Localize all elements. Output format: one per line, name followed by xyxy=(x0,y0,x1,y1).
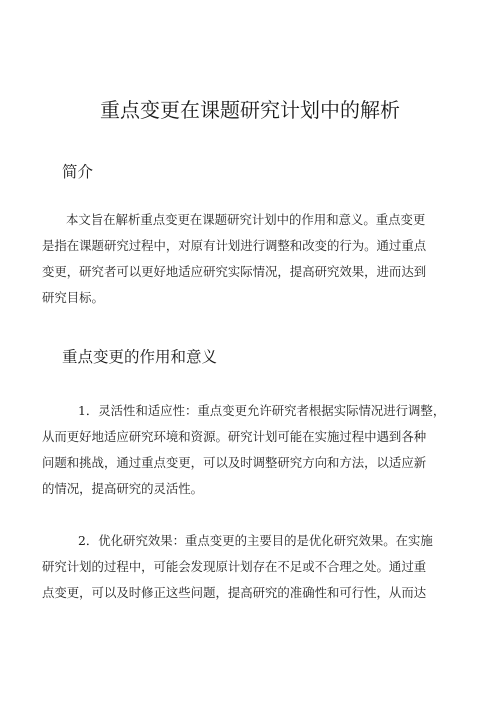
paragraph-line: 研究计划的过程中，可能会发现原计划存在不足或不合理之处。通过重 xyxy=(42,559,427,574)
paragraph-line: 的情况，提高研究的灵活性。 xyxy=(42,481,204,496)
paragraph-line: 1．灵活性和适应性：重点变更允许研究者根据实际情况进行调整， xyxy=(78,403,446,418)
point-2-paragraph xyxy=(42,528,458,606)
paragraph-line: 本文旨在解析重点变更在课题研究计划中的作用和意义。重点变更 xyxy=(66,212,426,227)
paragraph-line: 变更，研究者可以更好地适应研究实际情况，提高研究效果，进而达到 xyxy=(42,264,427,279)
paragraph-line: 从而更好地适应研究环境和资源。研究计划可能在实施过程中遇到各种 xyxy=(42,429,427,444)
paragraph-line: 研究目标。 xyxy=(42,290,104,305)
paragraph-line: 问题和挑战，通过重点变更，可以及时调整研究方向和方法，以适应新 xyxy=(42,455,427,470)
intro-paragraph xyxy=(42,207,458,311)
section-heading-intro: 简介 xyxy=(62,163,94,181)
paragraph-line: 是指在课题研究过程中，对原有计划进行调整和改变的行为。通过重点 xyxy=(42,238,427,253)
document-title: 重点变更在课题研究计划中的解析 xyxy=(100,98,400,122)
paragraph-line: 点变更，可以及时修正这些问题，提高研究的准确性和可行性，从而达 xyxy=(42,585,427,600)
section-heading-role: 重点变更的作用和意义 xyxy=(62,348,218,366)
paragraph-line: 2．优化研究效果：重点变更的主要目的是优化研究效果。在实施 xyxy=(78,533,433,548)
point-1-paragraph xyxy=(42,398,458,502)
